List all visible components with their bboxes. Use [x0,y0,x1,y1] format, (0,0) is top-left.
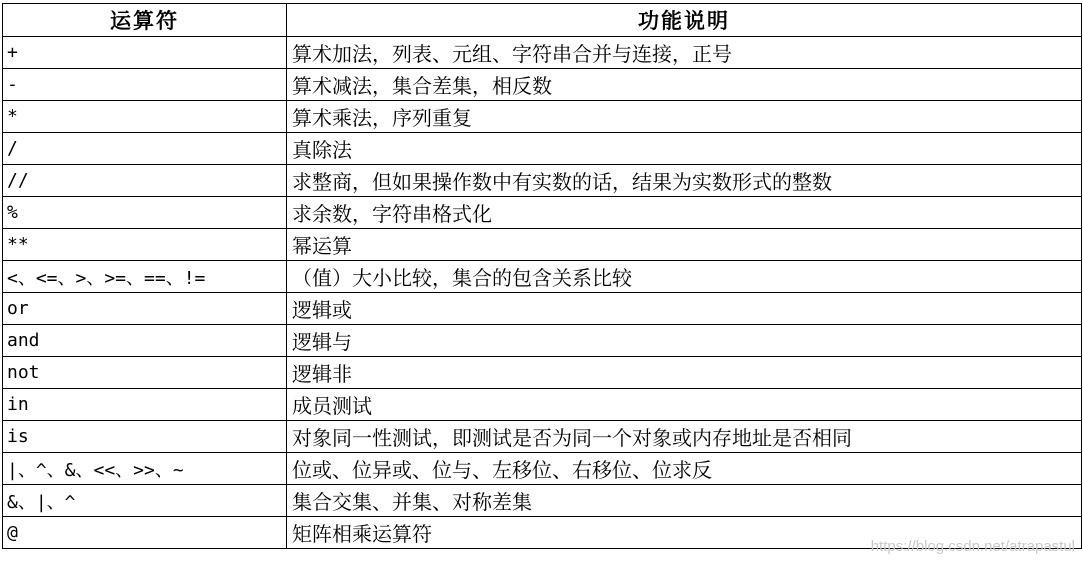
operator-cell: not [3,357,287,389]
operator-cell: // [3,165,287,197]
description-cell: 求余数，字符串格式化 [287,197,1082,229]
table-row [3,37,1082,69]
table-row [3,69,1082,101]
operator-cell: @ [3,517,287,549]
table-row [3,261,1082,293]
description-cell: 集合交集、并集、对称差集 [287,485,1082,517]
operator-cell: ** [3,229,287,261]
description-cell: 算术加法，列表、元组、字符串合并与连接，正号 [287,37,1082,69]
table-row [3,325,1082,357]
operator-cell: &、|、^ [3,485,287,517]
operator-table [2,3,1082,549]
description-cell: 算术乘法，序列重复 [287,101,1082,133]
watermark-link: https://blog.csdn.net/atrapastul [870,538,1075,555]
table-row [3,229,1082,261]
description-cell: 对象同一性测试，即测试是否为同一个对象或内存地址是否相同 [287,421,1082,453]
description-cell: 逻辑或 [287,293,1082,325]
header-row [3,4,1082,37]
operator-cell: + [3,37,287,69]
description-cell: 位或、位异或、位与、左移位、右移位、位求反 [287,453,1082,485]
description-cell: 成员测试 [287,389,1082,421]
description-cell: 算术减法，集合差集，相反数 [287,69,1082,101]
description-cell: 幂运算 [287,229,1082,261]
operator-cell: - [3,69,287,101]
description-cell: （值）大小比较，集合的包含关系比较 [287,261,1082,293]
description-cell: 逻辑非 [287,357,1082,389]
table-body [3,37,1082,549]
operator-cell: is [3,421,287,453]
table-row [3,133,1082,165]
description-cell: 逻辑与 [287,325,1082,357]
table-row [3,165,1082,197]
description-column-header: 功能说明 [287,4,1082,37]
table-row [3,421,1082,453]
operator-cell: or [3,293,287,325]
operator-column-header: 运算符 [3,4,287,37]
operator-cell: |、^、&、<<、>>、~ [3,453,287,485]
description-cell: 真除法 [287,133,1082,165]
table-row [3,101,1082,133]
table-row [3,197,1082,229]
table-row [3,389,1082,421]
table-row [3,485,1082,517]
description-cell: 求整商，但如果操作数中有实数的话，结果为实数形式的整数 [287,165,1082,197]
operator-cell: <、<=、>、>=、==、!= [3,261,287,293]
table-row [3,357,1082,389]
table-row [3,293,1082,325]
operator-cell: % [3,197,287,229]
table-row [3,453,1082,485]
operator-cell: and [3,325,287,357]
description-cell: 矩阵相乘运算符 [287,517,1082,549]
operator-cell: / [3,133,287,165]
operator-cell: in [3,389,287,421]
operator-cell: * [3,101,287,133]
table-row [3,517,1082,549]
